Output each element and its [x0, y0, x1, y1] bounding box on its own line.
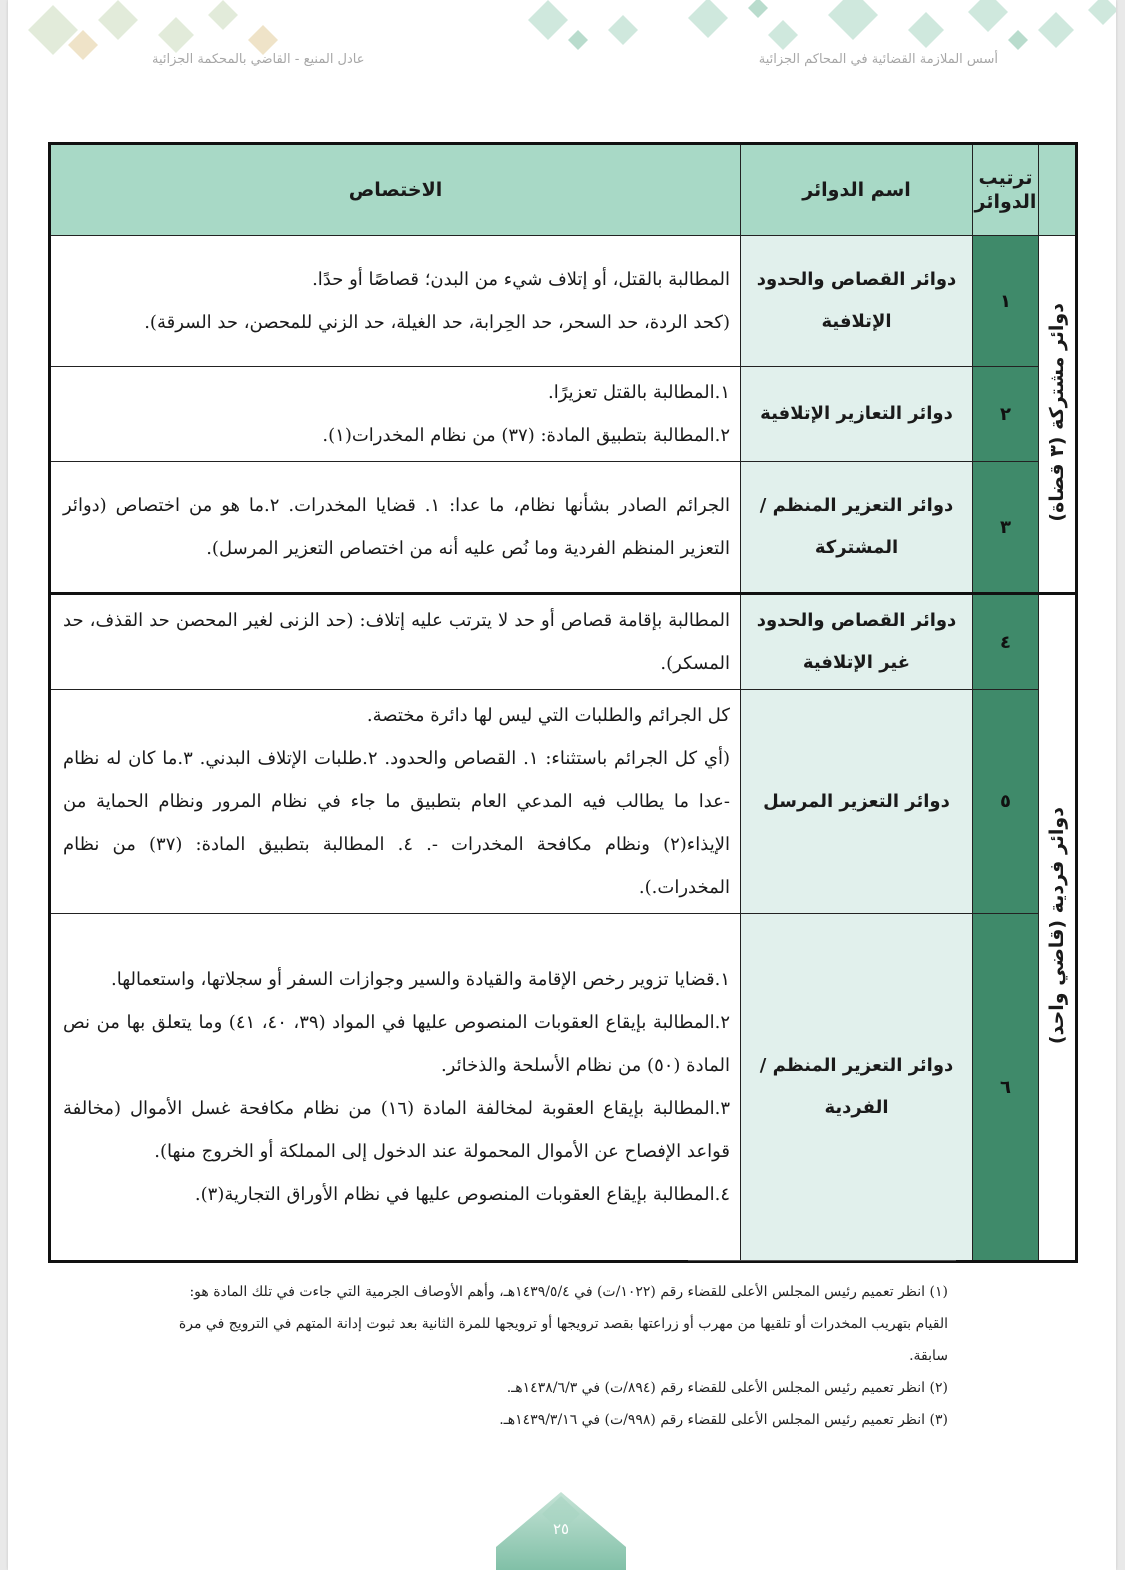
circuit-jurisdiction: [50, 690, 741, 914]
table-row: [50, 236, 1077, 367]
footnote: (٢) انظر تعميم رئيس المجلس الأعلى للقضاء رقم (٨٩٤/ت) في ١٤٣٨/٦/٣هـ.: [506, 1380, 948, 1396]
table-row: [50, 367, 1077, 462]
footnote-separator: [688, 1260, 956, 1261]
row-number: ٥: [973, 690, 1039, 914]
jurisdiction-line: ٤.المطالبة بإيقاع العقوبات المنصوص عليها في نظام الأوراق التجارية(٣).: [194, 1184, 730, 1205]
page-number: ٢٥: [552, 1520, 570, 1538]
jurisdiction-line: ١.المطالبة بالقتل تعزيرًا.: [548, 382, 730, 403]
circuit-jurisdiction: [50, 594, 741, 690]
circuit-jurisdiction: [50, 367, 741, 462]
order-header: ترتيب الدوائر: [973, 144, 1039, 236]
group-cell-single: [1039, 594, 1077, 1262]
jurisdiction-line: ٢.المطالبة بتطبيق المادة: (٣٧) من نظام المخدرات(١).: [322, 425, 730, 446]
jurisdiction-header: الاختصاص: [50, 144, 741, 236]
running-head-title: أسس الملازمة القضائية في المحاكم الجزائية: [758, 52, 998, 67]
circuit-jurisdiction: [50, 236, 741, 367]
footnotes: [178, 1276, 948, 1436]
row-number: ٤: [973, 594, 1039, 690]
header-decoration: [8, 0, 1116, 60]
table-row: [50, 690, 1077, 914]
row-number: ٦: [973, 914, 1039, 1262]
jurisdiction-line: ٢.المطالبة بإيقاع العقوبات المنصوص عليها في المواد (٣٩، ٤٠، ٤١) وما يتعلق بها من نص المادة (٥٠) من نظام الأسلحة والذخائر.: [63, 1012, 731, 1076]
circuit-name: دوائر القصاص والحدود غير الإتلافية: [741, 594, 973, 690]
footnote: (١) انظر تعميم رئيس المجلس الأعلى للقضاء رقم (١٠٢٢/ت) في ١٤٣٩/٥/٤هـ، وأهم الأوصاف الجرمية التي جاءت في تلك المادة هو: القيام بتهريب المخدرات أو تلقيها من مهرب أو زراعتها بقصد ترويجها أو ترويجها للمرة الثانية بعد ثبوت إدانة المتهم في الترويج في مرة سابقة.: [178, 1284, 948, 1364]
row-number: ١: [973, 236, 1039, 367]
circuit-jurisdiction: [50, 914, 741, 1262]
table-header-row: [50, 144, 1077, 236]
jurisdiction-line: كل الجرائم والطلبات التي ليس لها دائرة مختصة.: [366, 705, 730, 726]
circuit-name: دوائر القصاص والحدود الإتلافية: [741, 236, 973, 367]
jurisdiction-line: (أي كل الجرائم باستثناء: ١. القصاص والحدود. ٢.طلبات الإتلاف البدني. ٣.ما كان له نظام -عدا ما يطالب فيه المدعي العام بتطبيق ما جاء في نظام المرور ونظام الحماية من الإيذاء(٢) ونظام مكافحة المخدرات -. ٤. المطالبة بتطبيق المادة: (٣٧) من نظام المخدرات.).: [63, 748, 730, 898]
jurisdiction-line: ٣.المطالبة بإيقاع العقوبة لمخالفة المادة (١٦) من نظام مكافحة غسل الأموال (مخالفة قواعد الإفصاح عن الأموال المحمولة عند الدخول إلى المملكة أو الخروج منها).: [63, 1098, 731, 1162]
group-cell-shared: [1039, 236, 1077, 594]
name-header: اسم الدوائر: [741, 144, 973, 236]
circuit-jurisdiction: [50, 462, 741, 594]
jurisdiction-line: المطالبة بالقتل، أو إتلاف شيء من البدن؛ قصاصًا أو حدًا.: [312, 269, 730, 290]
row-number: ٣: [973, 462, 1039, 594]
circuits-table: [48, 142, 1078, 1263]
row-number: ٢: [973, 367, 1039, 462]
table-row: [50, 462, 1077, 594]
group-header-cell: [1039, 144, 1077, 236]
circuit-name: دوائر التعزير المنظم / الفردية: [741, 914, 973, 1262]
footnote: (٣) انظر تعميم رئيس المجلس الأعلى للقضاء رقم (٩٩٨/ت) في ١٤٣٩/٣/١٦هـ.: [499, 1412, 948, 1428]
jurisdiction-line: ١.قضايا تزوير رخص الإقامة والقيادة والسير وجوازات السفر أو سجلاتها، واستعمالها.: [111, 969, 730, 990]
jurisdiction-line: (كحد الردة، حد السحر، حد الحِرابة، حد الغيلة، حد الزني للمحصن، حد السرقة).: [144, 312, 730, 333]
circuit-name: دوائر التعزير المنظم / المشتركة: [741, 462, 973, 594]
table-row: [50, 594, 1077, 690]
table-row: [50, 914, 1077, 1262]
jurisdiction-line: الجرائم الصادر بشأنها نظام، ما عدا: ١. قضايا المخدرات. ٢.ما هو من اختصاص (دوائر التعزير المنظم الفردية وما نُص عليه أنه من اختصاص التعزير المرسل).: [63, 495, 730, 559]
running-head-author: عادل المنيع - القاضي بالمحكمة الجزائية: [152, 52, 365, 67]
document-page: [8, 0, 1116, 1570]
circuit-name: دوائر التعازير الإتلافية: [741, 367, 973, 462]
group-label-single: دوائر فردية (قاضي واحد): [1046, 806, 1068, 1045]
jurisdiction-line: المطالبة بإقامة قصاص أو حد لا يترتب عليه إتلاف: (حد الزنى لغير المحصن حد القذف، حد المسكر).: [63, 610, 730, 674]
group-label-shared: دوائر مشتركة (٣ قضاة): [1046, 302, 1068, 522]
circuit-name: دوائر التعزير المرسل: [741, 690, 973, 914]
